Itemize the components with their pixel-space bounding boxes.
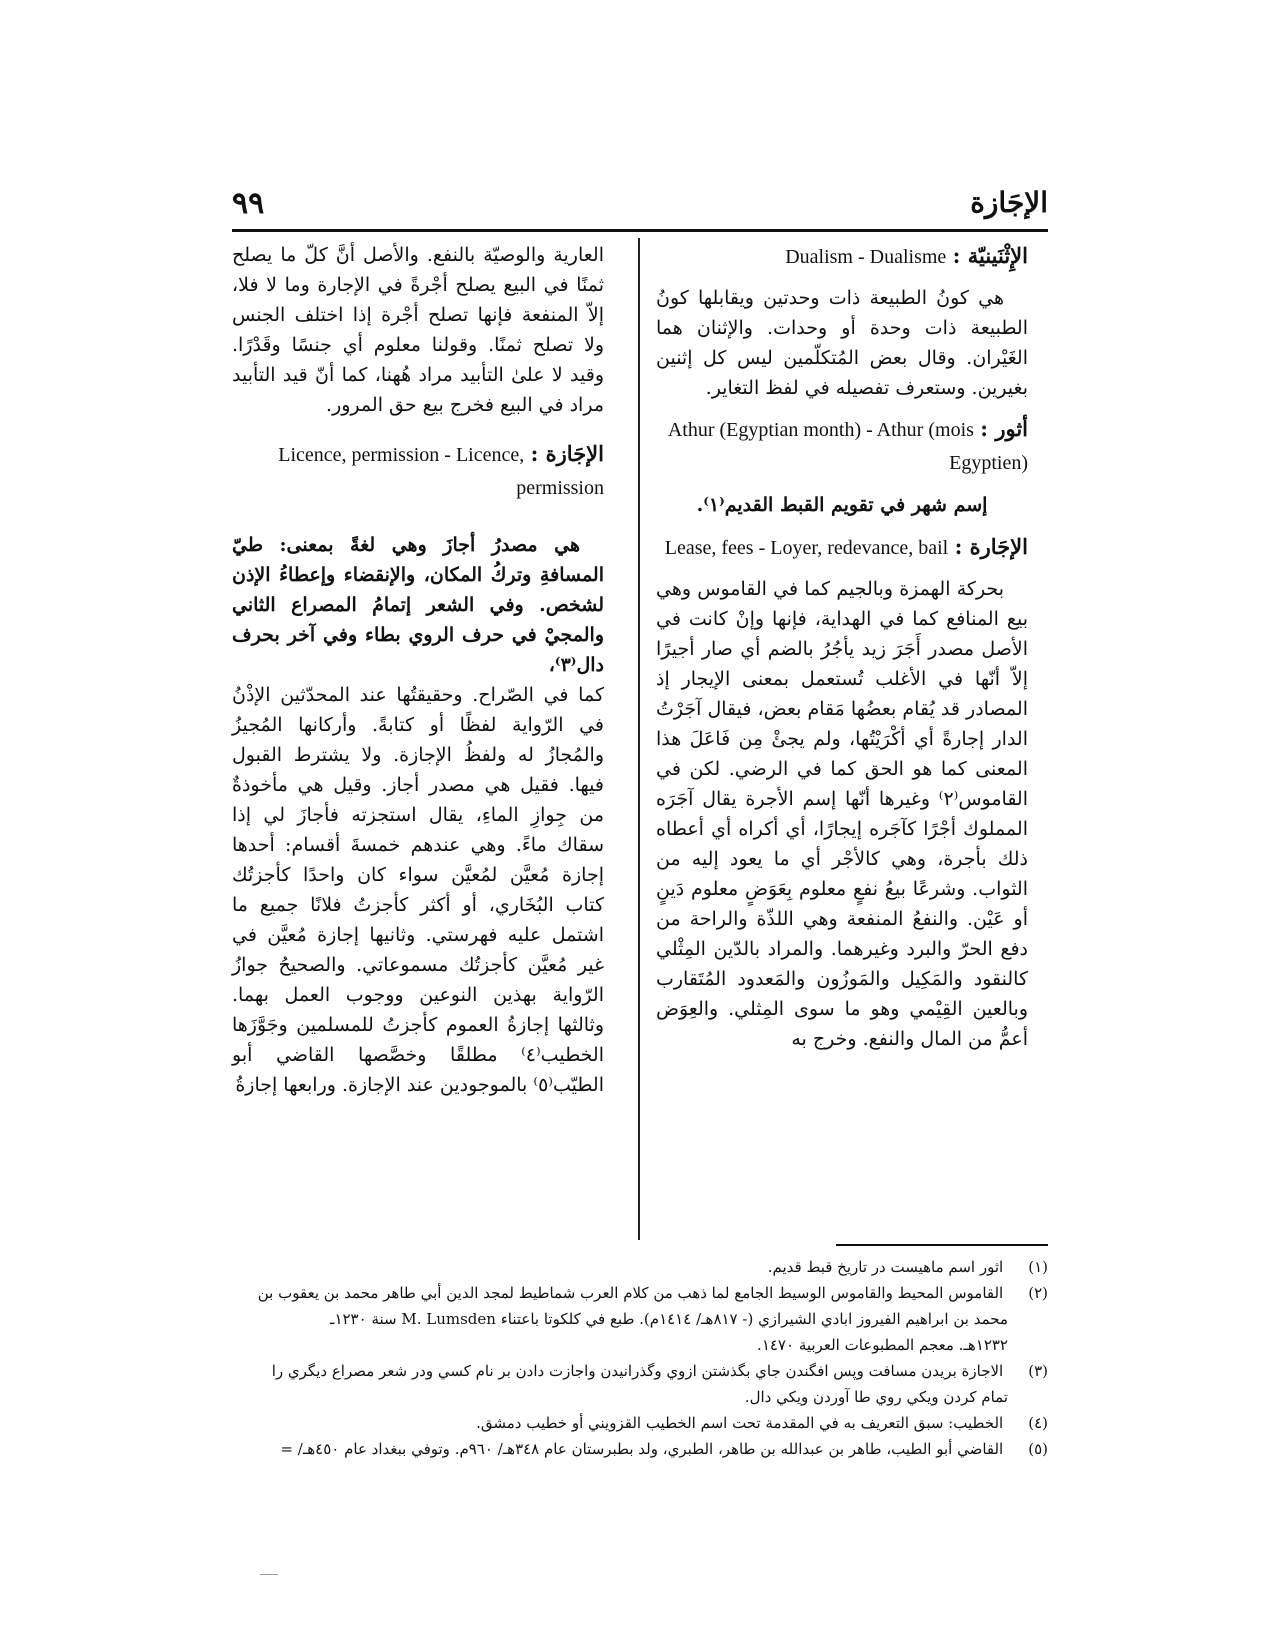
entry-term: الإجَازة : xyxy=(530,441,604,466)
entry-bold-definition-licence: هي مصدرُ أجازَ وهي لغةً بمعنى: طيّ المسافةِ وتركُ المكان، والإنقضاء وإعطاءُ الإذن لشخص. وفي الشعر إتمامُ المصراع الثاني والمجيْ في حرف الروي بطاء وفي آخر بحرف دال⁽٣⁾، xyxy=(232,534,604,676)
running-title: الإجَازة xyxy=(970,186,1048,219)
right-column xyxy=(656,240,1028,1054)
footnote-number: (٣) xyxy=(1028,1362,1048,1380)
page-header xyxy=(232,186,1048,230)
entry-heading-lease xyxy=(656,531,1028,564)
entry-heading-dualism xyxy=(656,240,1028,273)
footnote-text: الاجازة بريدن مسافت وپس افگندن جاي بگذشتن ازوي وگذرانيدن واجازت دادن بر نام كسي ودر شعر مصراع ديگري را xyxy=(271,1362,1004,1380)
footnote-number: (٥) xyxy=(1028,1440,1048,1458)
footnote-text: اثور اسم ماهيست در تاريخ قبط قديم. xyxy=(767,1258,1004,1276)
scan-mark xyxy=(260,1574,278,1575)
left-column xyxy=(232,240,604,1100)
page-number: ٩٩ xyxy=(232,186,265,221)
footnote-number: (٢) xyxy=(1028,1284,1048,1302)
footnote-3-line-2: تمام كردن ويكي روي طا آوردن ويكي دال. xyxy=(744,1388,1008,1406)
entry-body-athur: إسم شهر في تقويم القبط القديم⁽١⁾. xyxy=(696,494,988,516)
footnote-2 xyxy=(228,1280,1048,1306)
footnote-4 xyxy=(228,1410,1048,1436)
entry-body-licence: كما في الصّراح. وحقيقتُها عند المحدّثين الإذْنُ في الرّواية لفظًا أو كتابةً. وأركانها المُجيزُ والمُجازُ له ولفظُ الإجازة. ولا يشترط القبول فيها. فقيل هي مصدر أجاز. وقيل هي مأخوذةٌ من جِوازِ الماءِ، يقال استجزته فأجازَ لي إذا سقاك ماءً. وهي عندهم خمسةَ أقسام: أحدها إجازة مُعيَّن لمُعيَّن سواء كان واحدًا كأجزتُك كتاب البُخَاري، أو أكثر كأجزتُ فلانًا جميع ما اشتمل عليه فهرستي. وثانيها إجازة مُعيَّن في غير مُعيَّن كأجزتُك مسموعاتي. والصحيحُ جوازُ الرّواية بهذين النوعين ووجوب العمل بهما. وثالثها إجازةُ العموم كأجزتُ للمسلمين وجَوَّزَها الخطيب⁽٤⁾ مطلقًا وخصَّصها القاضي أبو الطيّب⁽٥⁾ بالموجودين عند الإجازة. ورابعها إجازةُ xyxy=(232,684,604,1096)
footnote-text: القاموس المحيط والقاموس الوسيط الجامع لما ذهب من كلام العرب شماطيط لمجد الدين أبي طاهر محمد بن يعقوب بن xyxy=(257,1284,1004,1302)
entry-term: أثور : xyxy=(980,416,1028,441)
footnote-rule xyxy=(836,1244,1048,1246)
entry-body-dualism: هي كونُ الطبيعة ذات وحدتين ويقابلها كونُ الطبيعة ذات وحدة أو وحدات. والإثنان هما الغَيْران. وقال بعض المُتكلّمين ليس كل إثنين بغيرين. وستعرف تفصيله في لفظ التغاير. xyxy=(656,287,1028,399)
entry-translation: Athur (Egyptian month) - Athur (mois Egyptien) xyxy=(667,419,1028,474)
footnote-2-line-2: محمد بن ابراهيم الفيروز ابادي الشيرازي (- ٨١٧هـ/ ١٤١٤م). طبع في كلكوتا باعتناء M. Lumsden سنة ١٢٣٠ـ xyxy=(330,1310,1008,1328)
entry-body-lease-continued: العارية والوصيّة بالنفع. والأصل أنَّ كلّ ما يصلح ثمنًا في البيع يصلح أجْرةً في الإجارة وما لا فلا، إلاّ المنفعة فإنها تصلح أجْرة إذا اختلف الجنس ولا تصلح ثمنًا. وقولنا معلوم أي جنسًا وقَدْرًا. وقيد لا علىٰ التأبيد مراد هُهنا، كما أنّ قيد التأبيد مراد في البيع فخرج بيع حق المرور. xyxy=(232,244,604,416)
entry-term: الإجَارة : xyxy=(954,534,1028,559)
footnote-3 xyxy=(228,1358,1048,1384)
entry-heading-licence xyxy=(232,438,604,504)
entry-translation: Lease, fees - Loyer, redevance, bail xyxy=(664,537,949,559)
footnote-text: القاضي أبو الطيب، طاهر بن عبدالله بن طاهر، الطبري، ولد بطبرستان عام ٣٤٨هـ/ ٩٦٠م. وتوفي ببغداد عام ٤٥٠هـ/ = xyxy=(280,1440,1004,1458)
column-divider xyxy=(638,238,640,1240)
footnotes xyxy=(228,1254,1048,1462)
entry-body-lease: بحركة الهمزة وبالجيم كما في القاموس وهي بيع المنافع كما في الهداية، فإنها وإنْ كانت في الأصل مصدر أَجَرَ زيد يأجُرُ بالضم أي صار أجيرًا إلاّ أنّها في الأغلب تُستعمل بمعنى الإيجار إذ المصادر قد يُقام بعضُها مَقام بعض، فيقال آجَرْتُ الدار إجارةً أي أكْرَيْتُها، ولم يجئْ مِن فَاعَلَ هذا المعنى كما هو الحق كما في الرضي. لكن في القاموس⁽٢⁾ وغيرها أنّها إسم الأجرة يقال آجَرَه المملوك أجْرًا كآجَره إيجارًا، أي أكراه أي أعطاه ذلك بأجرة، وهي كالأجْر أي ما يعود إليه من الثواب. وشرعًا بيعُ نفعٍ معلوم بِعَوَضٍ معلوم دَينٍ أو عَيْن. والنفعُ المنفعة وهي اللذّة والراحة من دفع الحرّ والبرد وغيرهما. والمراد بالدّين المِثْلي كالنقود والمَكِيل والمَوزُون والمَعدود المُتَقارب وبالعين القِيْمي وهو ما سوى المِثلي. والعِوَض أعمُّ من المال والنفع. وخرج به xyxy=(656,578,1028,1050)
footnote-1 xyxy=(228,1254,1048,1280)
footnote-2-line-3: ١٢٣٢هـ. معجم المطبوعات العربية ١٤٧٠. xyxy=(757,1336,1008,1354)
footnote-5 xyxy=(228,1436,1048,1462)
entry-term: الإِثْنَينيّة : xyxy=(952,243,1028,268)
entry-translation: Dualism - Dualisme xyxy=(785,246,947,268)
footnote-number: (٤) xyxy=(1028,1414,1048,1432)
footnote-text: الخطيب: سبق التعريف به في المقدمة تحت اسم الخطيب القزويني أو خطيب دمشق. xyxy=(476,1414,1004,1432)
entry-translation: Licence, permission - Licence, permission xyxy=(278,444,604,499)
footnote-number: (١) xyxy=(1028,1258,1048,1276)
entry-heading-athur xyxy=(656,413,1028,479)
header-rule xyxy=(232,229,1048,232)
